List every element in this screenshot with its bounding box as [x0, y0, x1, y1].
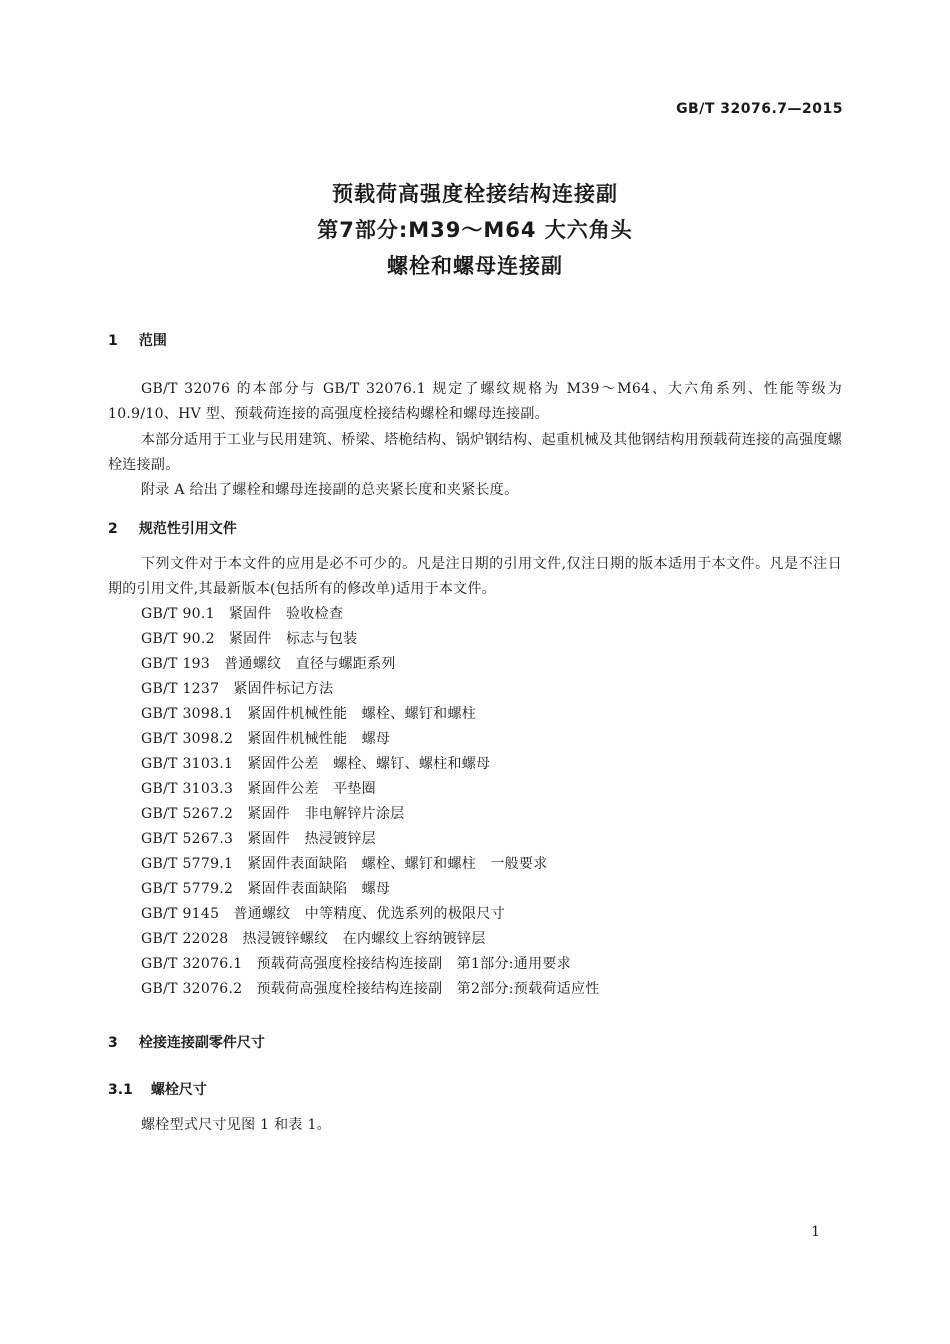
title-line-2: 第7部分:M39～M64 大六角头 — [317, 218, 633, 242]
reference-code: GB/T 90.2 — [141, 631, 215, 647]
reference-list — [141, 602, 600, 1002]
reference-title: 紧固件标记方法 — [233, 681, 334, 697]
reference-code: GB/T 3103.3 — [141, 781, 234, 797]
reference-code: GB/T 22028 — [141, 931, 229, 947]
reference-item — [141, 677, 600, 702]
reference-title: 紧固件机械性能 螺栓、螺钉和螺柱 — [247, 706, 477, 722]
reference-title: 紧固件公差 平垫圈 — [247, 781, 376, 797]
document-title — [0, 176, 950, 284]
reference-code: GB/T 5779.1 — [141, 856, 234, 872]
reference-code: GB/T 5267.2 — [141, 806, 234, 822]
section-1-paragraph-3: 附录 A 给出了螺栓和螺母连接副的总夹紧长度和夹紧长度。 — [141, 482, 519, 498]
reference-title: 紧固件表面缺陷 螺栓、螺钉和螺柱 一般要求 — [247, 856, 548, 872]
section-2-heading — [108, 518, 237, 538]
reference-code: GB/T 32076.1 — [141, 956, 243, 972]
reference-title: 紧固件表面缺陷 螺母 — [247, 881, 391, 897]
reference-title: 普通螺纹 直径与螺距系列 — [224, 656, 396, 672]
subsection-number: 3.1 — [108, 1082, 133, 1098]
section-1-paragraph-1: GB/T 32076 的本部分与 GB/T 32076.1 规定了螺纹规格为 M39～M64、大六角系列、性能等级为 10.9/10、HV 型、预载荷连接的高强度栓接结构螺栓和螺母连接副。 — [108, 381, 842, 422]
reference-code: GB/T 32076.2 — [141, 981, 243, 997]
reference-code: GB/T 5267.3 — [141, 831, 234, 847]
section-title: 范围 — [138, 333, 167, 349]
reference-title: 热浸镀锌螺纹 在内螺纹上容纳镀锌层 — [242, 931, 486, 947]
reference-item — [141, 602, 600, 627]
title-line-1: 预载荷高强度栓接结构连接副 — [332, 182, 618, 206]
reference-code: GB/T 90.1 — [141, 606, 215, 622]
reference-item — [141, 652, 600, 677]
reference-title: 预载荷高强度栓接结构连接副 第1部分:通用要求 — [256, 956, 572, 972]
reference-title: 紧固件 验收检查 — [228, 606, 344, 622]
reference-code: GB/T 193 — [141, 656, 211, 672]
reference-item — [141, 627, 600, 652]
section-title: 规范性引用文件 — [138, 521, 237, 537]
section-number: 2 — [108, 521, 118, 537]
standard-number: GB/T 32076.7—2015 — [676, 101, 843, 117]
subsection-3-1-text: 螺栓型式尺寸见图 1 和表 1。 — [141, 1117, 331, 1133]
reference-item — [141, 977, 600, 1002]
reference-item — [141, 852, 600, 877]
reference-title: 紧固件 标志与包装 — [228, 631, 358, 647]
section-1-paragraph-2: 本部分适用于工业与民用建筑、桥梁、塔桅结构、锅炉钢结构、起重机械及其他钢结构用预载荷连接的高强度螺栓连接副。 — [108, 432, 842, 473]
reference-title: 普通螺纹 中等精度、优选系列的极限尺寸 — [233, 906, 506, 922]
reference-item — [141, 927, 600, 952]
subsection-3-1-heading — [108, 1079, 207, 1099]
reference-item — [141, 702, 600, 727]
reference-item — [141, 802, 600, 827]
reference-title: 紧固件公差 螺栓、螺钉、螺柱和螺母 — [247, 756, 491, 772]
reference-code: GB/T 3098.1 — [141, 706, 234, 722]
section-number: 1 — [108, 333, 118, 349]
reference-code: GB/T 5779.2 — [141, 881, 234, 897]
reference-title: 预载荷高强度栓接结构连接副 第2部分:预载荷适应性 — [256, 981, 600, 997]
reference-item — [141, 877, 600, 902]
reference-item — [141, 902, 600, 927]
section-title: 栓接连接副零件尺寸 — [138, 1035, 265, 1051]
reference-code: GB/T 3103.1 — [141, 756, 234, 772]
section-number: 3 — [108, 1035, 118, 1051]
reference-code: GB/T 3098.2 — [141, 731, 234, 747]
section-1-heading — [108, 330, 167, 350]
reference-item — [141, 752, 600, 777]
page-number: 1 — [811, 1224, 820, 1240]
reference-item — [141, 727, 600, 752]
section-2-intro: 下列文件对于本文件的应用是必不可少的。凡是注日期的引用文件,仅注日期的版本适用于本文件。凡是不注日期的引用文件,其最新版本(包括所有的修改单)适用于本文件。 — [108, 556, 842, 597]
reference-item — [141, 827, 600, 852]
title-line-3: 螺栓和螺母连接副 — [387, 254, 563, 278]
reference-code: GB/T 9145 — [141, 906, 220, 922]
reference-title: 紧固件机械性能 螺母 — [247, 731, 391, 747]
reference-code: GB/T 1237 — [141, 681, 220, 697]
reference-title: 紧固件 非电解锌片涂层 — [247, 806, 405, 822]
subsection-title: 螺栓尺寸 — [150, 1082, 207, 1098]
reference-item — [141, 952, 600, 977]
reference-item — [141, 777, 600, 802]
reference-title: 紧固件 热浸镀锌层 — [247, 831, 376, 847]
section-3-heading — [108, 1032, 265, 1052]
